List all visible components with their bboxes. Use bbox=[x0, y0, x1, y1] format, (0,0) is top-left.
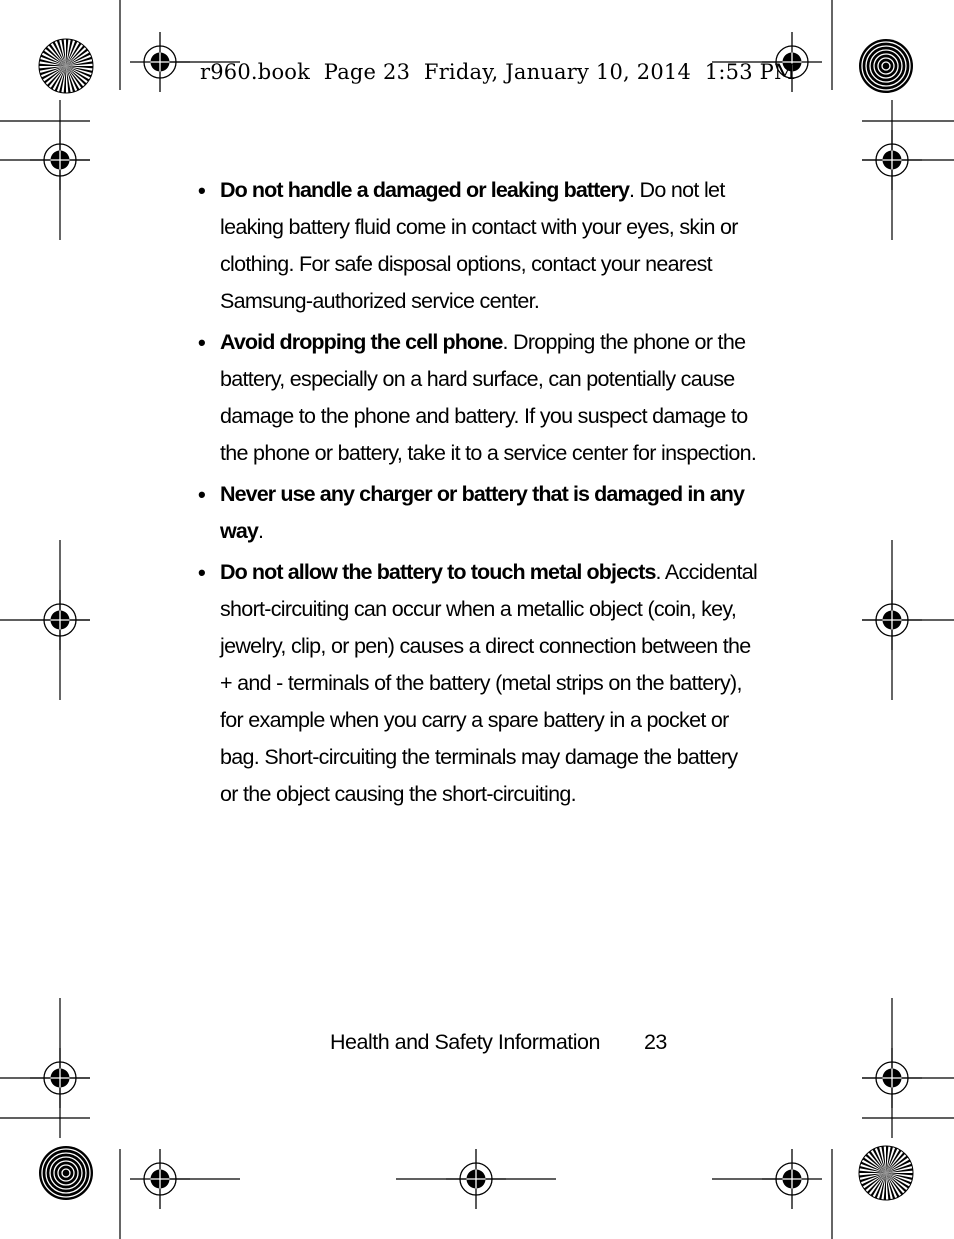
registration-crosshair-icon bbox=[30, 1048, 90, 1108]
bullet-heading: Do not handle a damaged or leaking battery bbox=[220, 178, 630, 202]
bullet-item-damaged-charger bbox=[198, 476, 758, 550]
bullet-heading: Do not allow the battery to touch metal objects bbox=[220, 560, 656, 584]
registration-crosshair-icon bbox=[762, 1149, 822, 1209]
registration-crosshair-icon bbox=[30, 130, 90, 190]
bullet-item-damaged-battery bbox=[198, 172, 758, 320]
bullet-text: . Dropping the phone or the battery, especially on a hard surface, can potentially cause damage to the phone and battery. If you suspect damage to the phone or battery, take it to a service center for inspection. bbox=[220, 330, 757, 465]
registration-crosshair-icon bbox=[130, 1149, 190, 1209]
bullet-heading: Avoid dropping the cell phone bbox=[220, 330, 503, 354]
registration-crosshair-icon bbox=[130, 32, 190, 92]
registration-crosshair-icon bbox=[862, 130, 922, 190]
bullet-item-metal-objects bbox=[198, 554, 758, 813]
color-bar-rings-icon bbox=[859, 39, 913, 93]
print-header: r960.book Page 23 Friday, January 10, 2014 1:53 PM bbox=[200, 60, 796, 84]
bullet-text: . bbox=[257, 519, 264, 543]
bullet-heading: Never use any charger or battery that is damaged in any way bbox=[220, 482, 745, 543]
bullet-dot-icon: • bbox=[198, 178, 206, 203]
bullet-text: . Accidental short-circuiting can occur when a metallic object (coin, key, jewelry, clip, or pen) causes a direct connection between the + and - terminals of the battery (metal strips on the battery), for example when you carry a spare battery in a pocket or bag. Short-circuiting the terminals may damage the battery or the object causing the short-circuiting. bbox=[220, 560, 758, 806]
safety-bullet-list bbox=[198, 172, 758, 817]
footer-section-title: Health and Safety Information bbox=[330, 1030, 600, 1054]
color-bar-starburst-icon bbox=[859, 1146, 913, 1200]
bullet-text: . Do not let leaking battery fluid come in contact with your eyes, skin or clothing. For safe disposal options, contact your nearest Samsung-authorized service center. bbox=[220, 178, 738, 313]
color-bar-starburst-icon bbox=[39, 39, 93, 93]
bullet-dot-icon: • bbox=[198, 482, 206, 507]
bullet-dot-icon: • bbox=[198, 330, 206, 355]
bullet-item-dropping-phone bbox=[198, 324, 758, 472]
page-footer bbox=[330, 1030, 667, 1055]
registration-crosshair-icon bbox=[446, 1149, 506, 1209]
registration-crosshair-icon bbox=[30, 590, 90, 650]
registration-crosshair-icon bbox=[862, 1048, 922, 1108]
registration-crosshair-icon bbox=[862, 590, 922, 650]
bullet-dot-icon: • bbox=[198, 560, 206, 585]
color-bar-rings-icon bbox=[39, 1146, 93, 1200]
page-number: 23 bbox=[643, 1030, 667, 1054]
